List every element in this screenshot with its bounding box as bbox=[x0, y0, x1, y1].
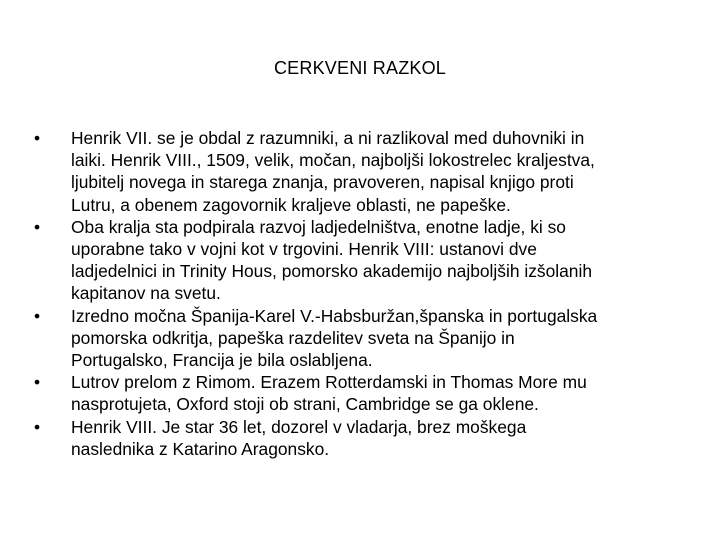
bullet-item bbox=[26, 216, 696, 305]
bullet-text-line: kapitanov na svetu. bbox=[71, 283, 221, 304]
bullet-text-line: laiki. Henrik VIII., 1509, velik, močan, najboljši lokostrelec kraljestva, bbox=[71, 150, 595, 171]
bullet-text-line: pomorska odkritja, papeška razdelitev sveta na Španijo in bbox=[71, 327, 515, 348]
bullet-text-line: Lutrov prelom z Rimom. Erazem Rotterdamski in Thomas More mu bbox=[71, 372, 587, 393]
bullet-icon: • bbox=[33, 416, 41, 437]
bullet-icon: • bbox=[33, 216, 41, 237]
bullet-item bbox=[26, 305, 696, 372]
bullet-text-line: Izredno močna Španija-Karel V.-Habsburžan,španska in portugalska bbox=[71, 305, 598, 326]
slide-title: CERKVENI RAZKOL bbox=[273, 58, 447, 78]
bullet-item bbox=[26, 371, 696, 415]
bullet-text-line: naslednika z Katarino Aragonsko. bbox=[71, 438, 330, 459]
bullet-text-line: ljubitelj novega in starega znanja, pravoveren, napisal knjigo proti bbox=[71, 172, 574, 193]
bullet-text-line: uporabne tako v vojni kot v trgovini. Henrik VIII: ustanovi dve bbox=[71, 239, 537, 260]
bullet-text-line: Oba kralja sta podpirala razvoj ladjedelništva, enotne ladje, ki so bbox=[71, 216, 566, 237]
bullet-icon: • bbox=[33, 128, 41, 148]
bullet-list bbox=[26, 127, 696, 460]
bullet-text-line: Henrik VIII. Je star 36 let, dozorel v vladarja, brez moškega bbox=[71, 416, 527, 437]
bullet-icon: • bbox=[33, 305, 41, 326]
bullet-text-line: ladjedelnici in Trinity Hous, pomorsko akademijo najboljših izšolanih bbox=[71, 261, 593, 282]
bullet-text-line: nasprotujeta, Oxford stoji ob strani, Cambridge se ga oklene. bbox=[71, 394, 539, 415]
bullet-item bbox=[26, 416, 696, 460]
bullet-text-line: Lutru, a obenem zagovornik kraljeve oblasti, ne papeške. bbox=[71, 194, 511, 215]
bullet-item bbox=[26, 127, 696, 216]
bullet-text-line: Henrik VII. se je obdal z razumniki, a ni razlikoval med duhovniki in bbox=[71, 128, 585, 148]
bullet-text-line: Portugalsko, Francija je bila oslabljena. bbox=[71, 350, 373, 371]
bullet-icon: • bbox=[33, 372, 41, 393]
